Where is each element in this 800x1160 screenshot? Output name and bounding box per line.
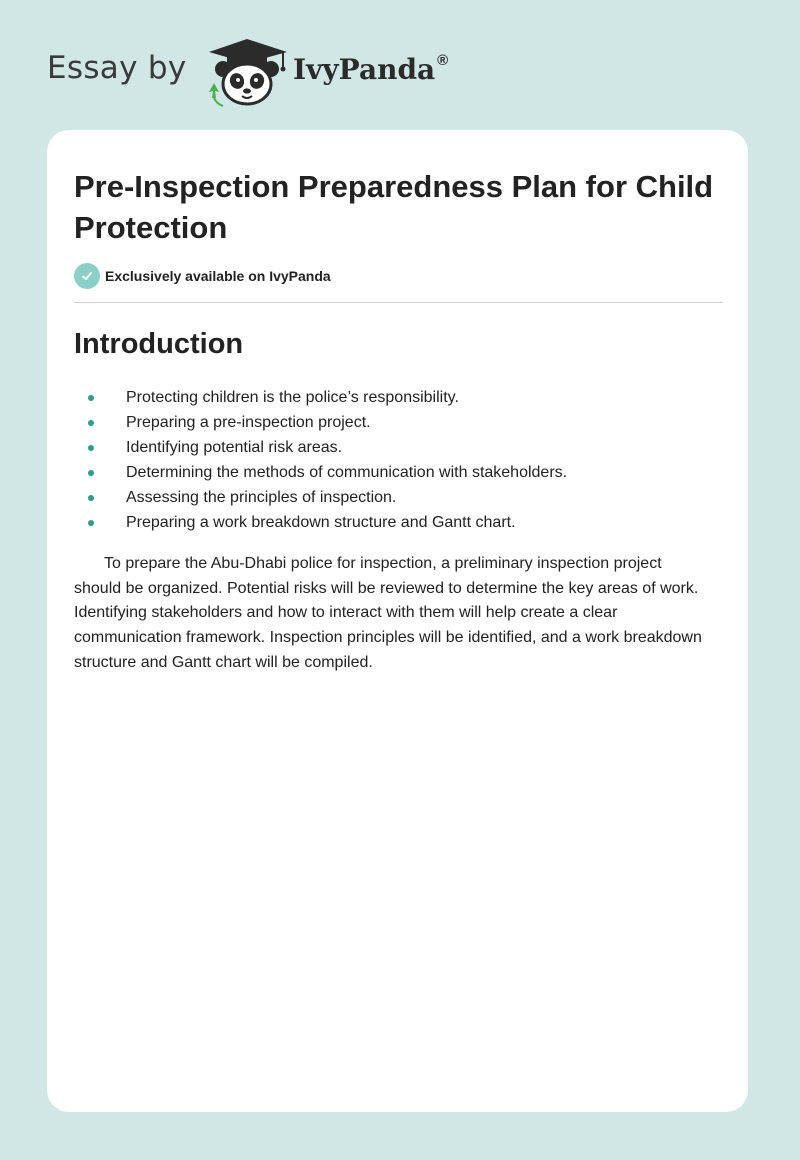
exclusive-badge-label: Exclusively available on IvyPanda xyxy=(105,268,331,284)
list-item-text: Preparing a work breakdown structure and Gantt chart. xyxy=(126,514,516,531)
divider xyxy=(74,302,723,303)
list-item xyxy=(74,510,714,535)
check-icon xyxy=(74,263,100,289)
bullet-dot xyxy=(88,470,94,476)
registered-mark: ® xyxy=(437,51,449,69)
list-item xyxy=(74,410,714,435)
intro-paragraph: To prepare the Abu-Dhabi police for inspection, a preliminary inspection project should be organized. Potential risks will be reviewed to determine the key areas of work. Identifying stakeholders and how to interact with them will help create a clear communication framework. Inspection principles will be identified, and a work breakdown structure and Gantt chart will be compiled. xyxy=(74,555,702,671)
brand-name-text: IvyPanda xyxy=(293,53,436,86)
ivypanda-wordmark[interactable] xyxy=(293,53,448,86)
essay-by-label: Essay by xyxy=(47,50,187,86)
bullet-dot xyxy=(88,395,94,401)
essay-title: Pre-Inspection Preparedness Plan for Child Protection xyxy=(74,169,714,245)
bullet-list xyxy=(74,385,714,535)
list-item xyxy=(74,460,714,485)
bullet-dot xyxy=(88,520,94,526)
bullet-dot xyxy=(88,420,94,426)
list-item-text: Preparing a pre-inspection project. xyxy=(126,414,371,431)
list-item xyxy=(74,435,714,460)
bullet-dot xyxy=(88,495,94,501)
list-item xyxy=(74,485,714,510)
ivypanda-logo-icon[interactable] xyxy=(201,36,297,108)
section-heading: Introduction xyxy=(74,328,244,360)
list-item-text: Determining the methods of communication with stakeholders. xyxy=(126,464,568,481)
list-item-text: Assessing the principles of inspection. xyxy=(126,489,397,506)
list-item xyxy=(74,385,714,410)
essay-card xyxy=(47,130,748,1112)
bullet-dot xyxy=(88,445,94,451)
site-header xyxy=(47,36,467,108)
exclusive-badge xyxy=(74,263,331,289)
list-item-text: Protecting children is the police’s responsibility. xyxy=(126,389,459,406)
list-item-text: Identifying potential risk areas. xyxy=(126,439,343,456)
